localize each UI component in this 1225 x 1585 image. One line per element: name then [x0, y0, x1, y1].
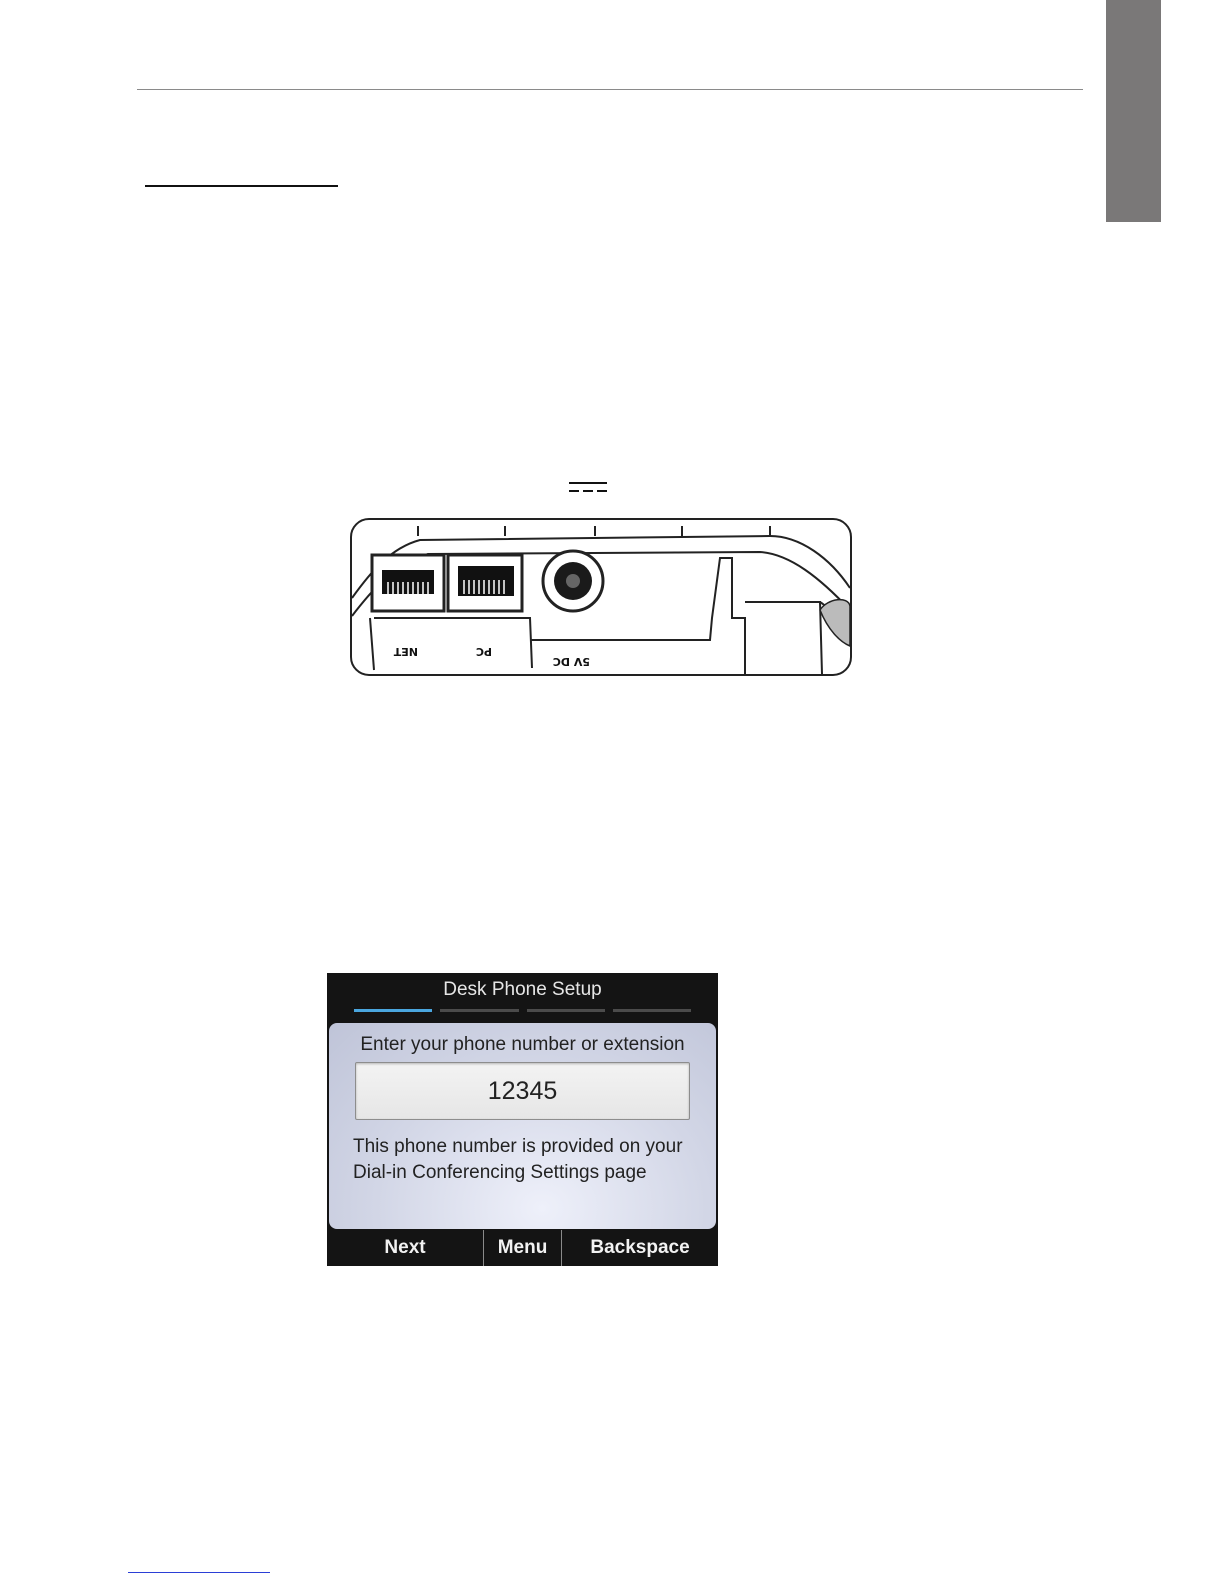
- progress-step-4: [613, 1009, 691, 1012]
- dc-power-symbol: [569, 482, 609, 494]
- progress-step-1: [354, 1009, 432, 1012]
- power-port-label: 5V DC: [552, 655, 590, 668]
- backspace-softkey[interactable]: Backspace: [590, 1237, 690, 1258]
- phone-number-input[interactable]: 12345: [355, 1062, 690, 1120]
- menu-softkey[interactable]: Menu: [483, 1230, 562, 1266]
- setup-progress-bar: [354, 1009, 691, 1013]
- helper-text-line-1: This phone number is provided on your: [353, 1136, 683, 1157]
- prompt-label: Enter your phone number or extension: [360, 1034, 685, 1055]
- progress-step-3: [527, 1009, 605, 1012]
- pc-port-label: PC: [475, 645, 492, 658]
- header-rule: [137, 89, 1083, 90]
- setup-panel: [329, 1023, 716, 1229]
- phone-rear-ports-illustration: [350, 518, 860, 680]
- net-port-label: NET: [393, 645, 418, 658]
- section-tab-marker: [1106, 0, 1161, 222]
- helper-text-line-2: Dial-in Conferencing Settings page: [353, 1162, 647, 1183]
- screen-title: Desk Phone Setup: [443, 979, 602, 1000]
- footer-link-underline[interactable]: [128, 1572, 270, 1573]
- next-softkey[interactable]: Next: [384, 1237, 426, 1258]
- helper-text: [353, 1134, 696, 1186]
- phone-lcd-screen: [327, 973, 718, 1266]
- progress-step-2: [440, 1009, 518, 1012]
- softkey-bar: [327, 1230, 718, 1266]
- section-heading-underline: [145, 185, 338, 187]
